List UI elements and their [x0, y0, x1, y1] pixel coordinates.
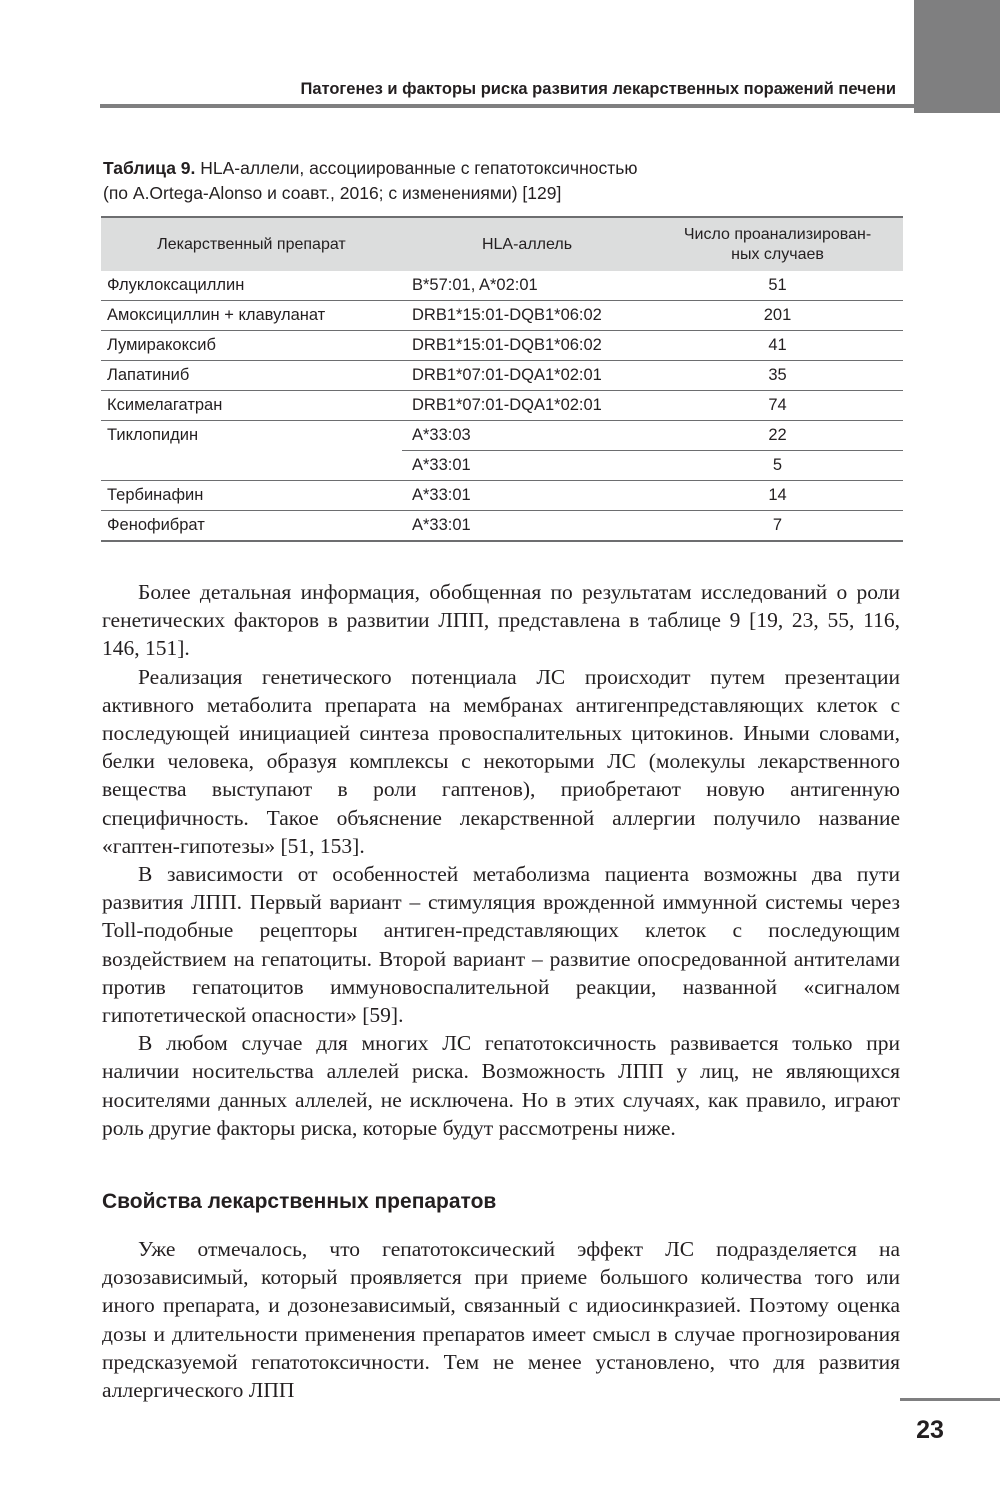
table-caption	[103, 156, 903, 206]
footer-rule	[900, 1398, 1000, 1401]
corner-tab-decoration	[914, 0, 1000, 113]
cell-drug: Тербинафин	[101, 481, 402, 511]
page-number: 23	[916, 1416, 944, 1444]
body-text	[102, 578, 900, 1142]
table-row	[101, 361, 903, 391]
cell-allele: DRB1*07:01-DQA1*02:01	[402, 391, 652, 421]
body-paragraph: Более детальная информация, обобщенная по результатам исследований о роли генетических факторов в развитии ЛПП, представлена в таблице 9 [19, 23, 55, 116, 146, 151].	[102, 580, 900, 661]
cell-count: 51	[652, 271, 903, 301]
cell-drug: Ксимелагатран	[101, 391, 402, 421]
cell-count: 5	[652, 451, 903, 481]
cell-drug: Тиклопидин	[107, 426, 199, 445]
header-rule	[100, 104, 1000, 108]
section-paragraph: Уже отмечалось, что гепатотоксический эффект ЛС подразделяется на дозозависимый, который проявляется при приеме большого количества того или иного препарата, и дозонезависимый, связанный с идиосинкразией. Поэтому оценка дозы и длительности применения препаратов имеет смысл в случае прогнозирования предсказуемой гепатотоксичности. Тем не менее установлено, что для развития аллергического ЛПП	[102, 1237, 900, 1403]
cell-allele: A*33:01	[402, 481, 652, 511]
table-row	[101, 301, 903, 331]
table-row	[101, 331, 903, 361]
table-caption-line-2: (по A.Ortega-Alonso и соавт., 2016; с изменениями) [129]	[103, 183, 562, 203]
column-header-count	[652, 217, 903, 271]
table-caption-label: Таблица 9.	[103, 158, 196, 178]
cell-allele: A*33:03	[402, 421, 652, 451]
cell-allele: A*33:01	[402, 511, 652, 542]
cell-allele: DRB1*07:01-DQA1*02:01	[402, 361, 652, 391]
table-row	[101, 391, 903, 421]
table-caption-line-1	[103, 156, 903, 181]
table-row	[101, 451, 903, 481]
cell-allele: B*57:01, A*02:01	[402, 271, 652, 301]
body-paragraph: В любом случае для многих ЛС гепатотоксичность развивается только при наличии носительства аллелей риска. Возможность ЛПП у лиц, не являющихся носителями данных аллелей, не исключена. Но в этих случаях, как правило, играют роль другие факторы риска, которые будут рассмотрены ниже.	[102, 1031, 900, 1140]
body-paragraph: Реализация генетического потенциала ЛС происходит путем презентации активного метаболита препарата на мембранах антигенпредставляющих клеток с последующей инициацией синтеза провоспалительных цитокинов. Иными словами, белки человека, образуя комплексы с некоторыми ЛС (молекулы лекарственного вещества выступают в роли гаптенов), приобретают новую антигенную специфичность. Такое объяснение лекарственной аллергии получило название «гаптен-гипотезы» [51, 153].	[102, 664, 900, 858]
hla-alleles-table	[101, 216, 903, 542]
cell-drug: Флуклоксациллин	[101, 271, 402, 301]
table-caption-title: HLA-аллели, ассоциированные с гепатотоксичностью	[195, 158, 638, 178]
cell-count: 41	[652, 331, 903, 361]
cell-drug: Фенофибрат	[101, 511, 402, 542]
table-row	[101, 511, 903, 542]
table-row	[101, 421, 903, 451]
cell-count: 35	[652, 361, 903, 391]
cell-drug: Лумиракоксиб	[101, 331, 402, 361]
cell-drug: Лапатиниб	[101, 361, 402, 391]
section-heading: Свойства лекарственных препаратов	[102, 1190, 497, 1213]
cell-count: 7	[652, 511, 903, 542]
cell-drug	[101, 451, 402, 481]
column-header-allele: HLA-аллель	[402, 217, 652, 271]
cell-drug: Амоксициллин + клавуланат	[101, 301, 402, 331]
table-header-row	[101, 217, 903, 271]
cell-count: 22	[652, 421, 903, 451]
body-paragraph: В зависимости от особенностей метаболизма пациента возможны два пути развития ЛПП. Первый вариант – стимуляция врожденной иммунной системы через Toll-подобные рецепторы антиген-представляющих клеток с последующим воздействием на гепатоциты. Второй вариант – развитие опосредованной антителами против гепатоцитов иммуновоспалительной реакции, названной «сигналом гипотетической опасности» [59].	[102, 862, 900, 1028]
column-header-drug: Лекарственный препарат	[101, 217, 402, 271]
cell-allele: DRB1*15:01-DQB1*06:02	[402, 331, 652, 361]
running-header-title: Патогенез и факторы риска развития лекарственных поражений печени	[300, 80, 896, 98]
cell-allele: DRB1*15:01-DQB1*06:02	[402, 301, 652, 331]
table-row	[101, 481, 903, 511]
column-header-count-line-1: Число проанализирован-	[683, 225, 872, 243]
table-row	[101, 271, 903, 301]
cell-count: 74	[652, 391, 903, 421]
cell-count: 14	[652, 481, 903, 511]
cell-count: 201	[652, 301, 903, 331]
section-body-text	[102, 1235, 900, 1404]
column-header-count-line-2: ных случаев	[731, 245, 824, 263]
cell-allele: A*33:01	[402, 451, 652, 481]
